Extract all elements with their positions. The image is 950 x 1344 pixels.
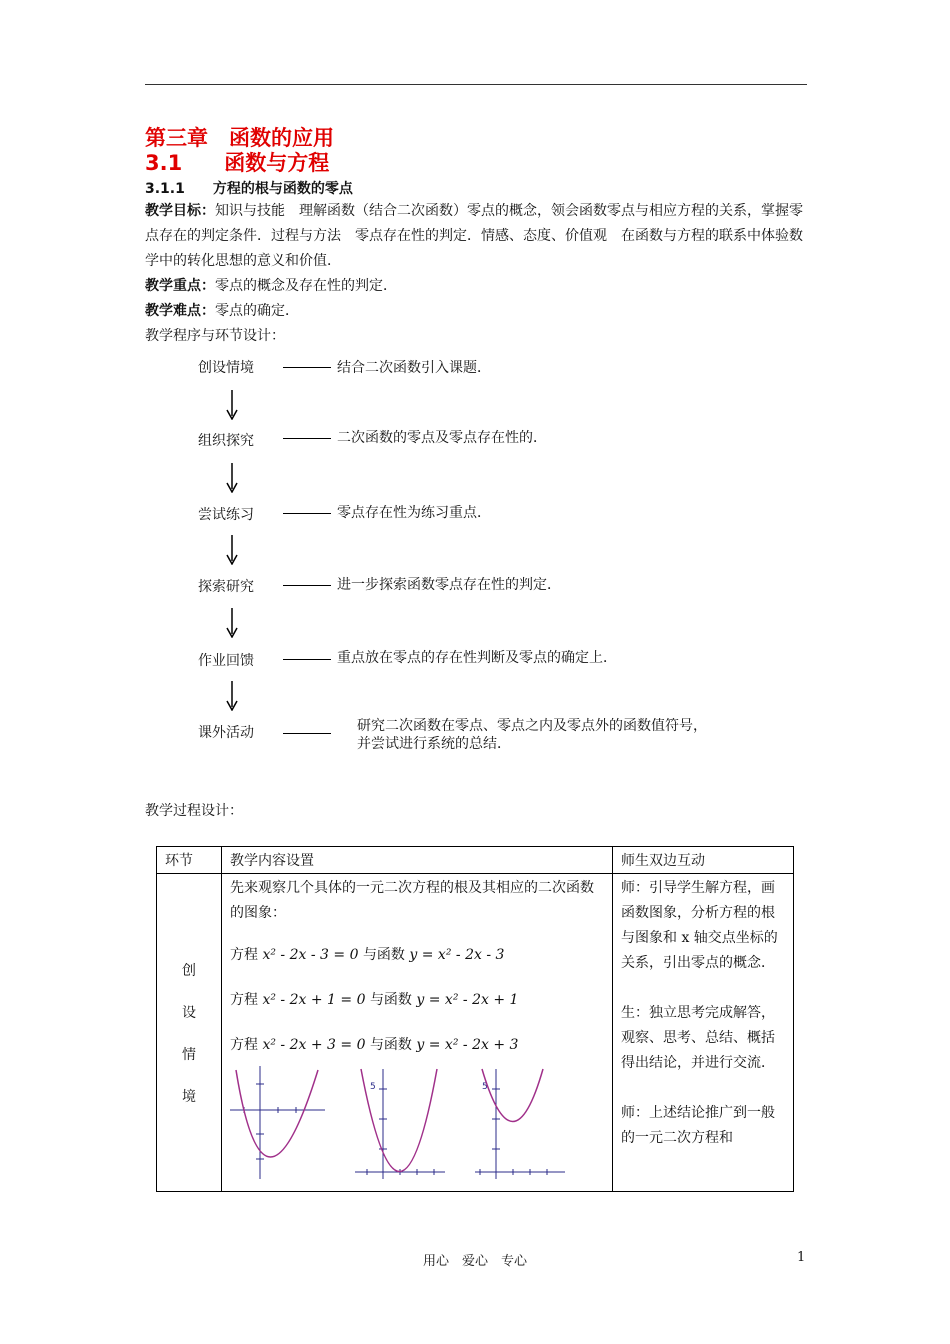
- interaction-text: 师：上述结论推广到一般的一元二次方程和: [621, 1105, 775, 1146]
- key-point-label: 教学重点：: [145, 278, 215, 294]
- flow-connector: [283, 659, 331, 660]
- table-header-cell: 环节: [157, 847, 222, 874]
- page-number: 1: [797, 1250, 806, 1265]
- function: y = x² - 2x + 1: [416, 992, 519, 1008]
- flow-step-label: 组织探究: [198, 433, 254, 449]
- flow-step-label: 尝试练习: [198, 507, 254, 523]
- down-arrow-icon: [226, 535, 238, 565]
- flow-connector: [283, 513, 331, 514]
- parabola-graphs: [230, 1064, 600, 1184]
- process-title: 教学过程设计：: [145, 803, 243, 819]
- table-row: [157, 874, 794, 1192]
- process-table: [156, 846, 794, 1192]
- interaction-text: 师：引导学生解方程，画函数图象，分析方程的根与图象和 x 轴交点坐标的关系，引出零点的概念．: [621, 880, 778, 971]
- flow-step-desc: 研究二次函数在零点、零点之内及零点外的函数值符号，: [357, 718, 707, 734]
- interaction-text: 生：独立思考完成解答，观察、思考、总结、概括得出结论，并进行交流．: [621, 1005, 775, 1071]
- equation-line: [230, 989, 604, 1009]
- procedure-title: 教学程序与环节设计：: [145, 328, 285, 344]
- stage-char: 情: [182, 1046, 196, 1063]
- stage-cell: [157, 874, 222, 1192]
- subsection-title: 3.1.1 方程的根与函数的零点: [145, 181, 353, 197]
- equation-line: [230, 944, 604, 964]
- stage-char: 创: [182, 962, 196, 979]
- difficult-point-text: 零点的确定．: [215, 303, 299, 319]
- eq-prefix: 方程: [230, 1037, 258, 1053]
- stage-char: 境: [182, 1088, 196, 1105]
- axis-tick-label: 5: [482, 1082, 488, 1092]
- table-header-cell: 师生双边互动: [613, 847, 794, 874]
- objectives-paragraph: [145, 199, 809, 274]
- interaction-cell: [613, 874, 794, 1192]
- down-arrow-icon: [226, 681, 238, 711]
- table-header-cell: 教学内容设置: [222, 847, 613, 874]
- section-title: 3.1 函数与方程: [145, 151, 330, 175]
- parabola-curve: [236, 1070, 318, 1157]
- flow-step-desc: 结合二次函数引入课题．: [337, 360, 491, 376]
- flow-step-desc: 二次函数的零点及零点存在性的．: [337, 430, 547, 446]
- objectives-label: 教学目标：: [145, 203, 215, 219]
- eq-mid: 与函数: [362, 947, 405, 963]
- key-point-paragraph: [145, 274, 809, 299]
- eq-prefix: 方程: [230, 992, 258, 1008]
- down-arrow-icon: [226, 390, 238, 420]
- intro-text: 先来观察几个具体的一元二次方程的根及其相应的二次函数的图象：: [230, 880, 594, 921]
- difficult-point-paragraph: [145, 299, 809, 324]
- chapter-title: 第三章 函数的应用: [145, 126, 334, 150]
- stage-char: 设: [182, 1004, 196, 1021]
- flow-step-label: 探索研究: [198, 579, 254, 595]
- equation: x² - 2x - 3 = 0: [262, 947, 359, 963]
- eq-prefix: 方程: [230, 947, 258, 963]
- equation: x² - 2x + 1 = 0: [262, 992, 366, 1008]
- eq-mid: 与函数: [369, 1037, 412, 1053]
- down-arrow-icon: [226, 463, 238, 493]
- function: y = x² - 2x + 3: [416, 1037, 519, 1053]
- header-rule: [145, 84, 807, 85]
- flow-connector: [283, 367, 331, 368]
- flow-step-desc: 进一步探索函数零点存在性的判定．: [337, 577, 561, 593]
- table-header-row: [157, 847, 794, 874]
- parabola-graph-1: [230, 1066, 325, 1179]
- flow-connector: [283, 733, 331, 734]
- key-point-text: 零点的概念及存在性的判定．: [215, 278, 397, 294]
- flow-step-label: 作业回馈: [198, 653, 254, 669]
- flow-connector: [283, 585, 331, 586]
- equation: x² - 2x + 3 = 0: [262, 1037, 366, 1053]
- function: y = x² - 2x - 3: [409, 947, 505, 963]
- objectives-text: 知识与技能 理解函数（结合二次函数）零点的概念，领会函数零点与相应方程的关系，掌握零点存在的判定条件．过程与方法 零点存在性的判定．情感、态度、价值观 在函数与方程的联系中体验数学中的转化思想的意义和价值．: [145, 203, 803, 269]
- flow-step-label: 创设情境: [198, 360, 254, 376]
- equation-line: [230, 1034, 604, 1054]
- difficult-point-label: 教学难点：: [145, 303, 215, 319]
- flow-connector: [283, 438, 331, 439]
- flow-step-label: 课外活动: [198, 725, 254, 741]
- page-footer: 用心 爱心 专心: [422, 1254, 527, 1269]
- flow-step-desc: 重点放在零点的存在性判断及零点的确定上．: [337, 650, 617, 666]
- down-arrow-icon: [226, 608, 238, 638]
- parabola-curve: [482, 1069, 543, 1122]
- parabola-graph-3: [475, 1069, 565, 1179]
- flow-step-desc-line2: 并尝试进行系统的总结．: [357, 736, 511, 752]
- flow-step-desc: 零点存在性为练习重点．: [337, 505, 491, 521]
- parabola-graph-2: [355, 1069, 445, 1179]
- eq-mid: 与函数: [369, 992, 412, 1008]
- axis-tick-label: 5: [370, 1082, 376, 1092]
- content-cell: [222, 874, 613, 1192]
